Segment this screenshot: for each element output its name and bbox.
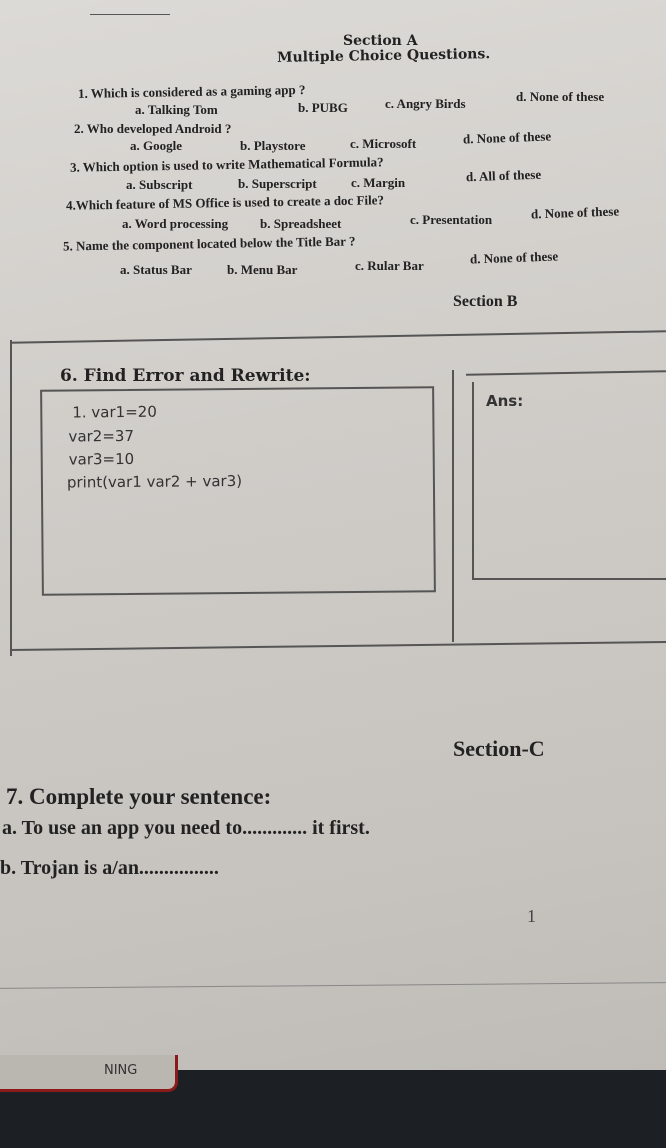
code-line: var2=37 [68,426,135,446]
question-7b: b. Trojan is a/an................ [0,857,219,879]
option: c. Microsoft [350,136,417,151]
page-number: 1 [527,906,536,926]
option: d. None of these [530,203,620,222]
question-7a: a. To use an app you need to............. it first. [2,817,370,839]
option: b. Superscript [238,176,317,191]
option: a. Word processing [122,216,229,231]
footer-rule [0,982,666,989]
option: a. Subscript [126,177,193,192]
option: c. Angry Birds [385,96,466,111]
answer-label: Ans: [486,392,524,410]
code-line: print(var1 var2 + var3) [66,471,243,492]
section-c-title: Section-C [453,736,545,761]
section-a-title: Section A [343,33,418,49]
option: c. Margin [351,175,406,190]
cover-text: NING [104,1063,138,1078]
question-text: 1. Which is considered as a gaming app ? [77,82,306,101]
option: c. Presentation [410,212,493,227]
cover-label [0,1055,178,1092]
option: b. Playstore [240,138,306,153]
code-box [40,386,436,595]
question-text: 3. Which option is used to write Mathematical Formula? [69,154,384,175]
section-a-subtitle: Multiple Choice Questions. [276,46,491,66]
option: a. Talking Tom [135,102,218,117]
option: b. PUBG [298,100,348,115]
question-text: 4.Which feature of MS Office is used to create a doc File? [65,192,385,213]
question-7: 7. Complete your sentence: [6,784,272,809]
top-rule [90,14,170,15]
question-text: 5. Name the component located below the Title Bar ? [62,233,356,254]
code-line: var3=10 [68,449,135,469]
option: d. None of these [469,248,559,267]
section-b-title: Section B [453,293,518,310]
option: d. All of these [465,166,542,185]
question-text: 2. Who developed Android ? [74,121,232,136]
option: a. Google [130,138,182,153]
code-line: 1. var1=20 [72,402,157,422]
answer-box [472,382,666,580]
option: a. Status Bar [120,262,192,277]
option: b. Spreadsheet [260,216,342,231]
option: c. Rular Bar [355,258,424,273]
option: b. Menu Bar [227,262,298,277]
option: d. None of these [462,128,552,147]
option: d. None of these [516,89,605,104]
question-6: 6. Find Error and Rewrite: [60,366,311,386]
